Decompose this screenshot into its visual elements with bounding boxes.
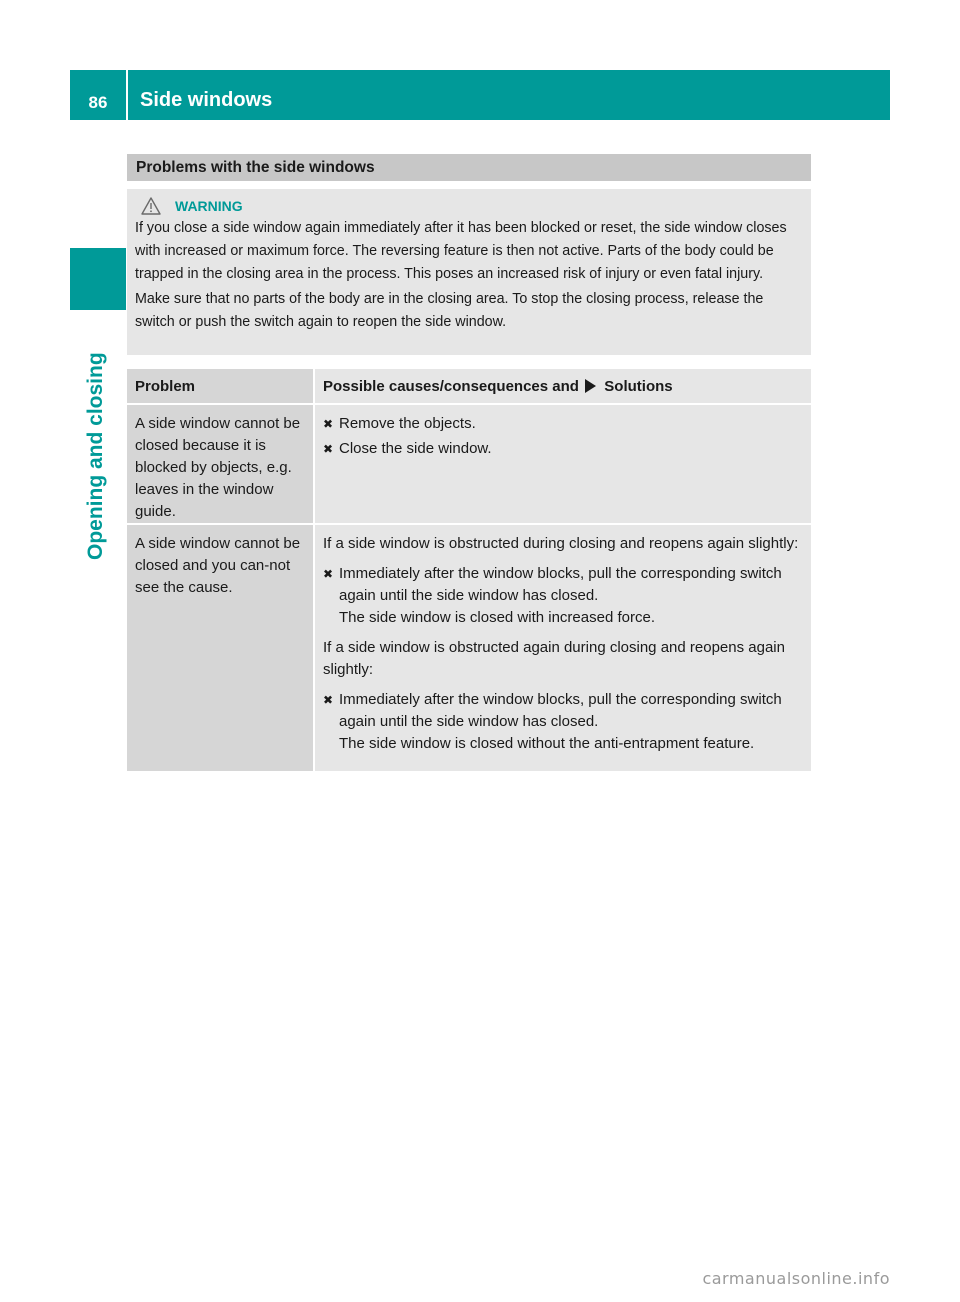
page-number [70,70,126,120]
play-arrow-icon [585,379,596,393]
step-result: The side window is closed with increased force. [339,609,655,626]
warning-header [135,195,803,217]
warning-title: WARNING [175,198,243,214]
table-row [127,524,811,772]
section-title-text: Side windows [140,89,273,111]
step-arrow-icon: ✖ [323,567,334,581]
warning-paragraph: Make sure that no parts of the body are in the closing area. To stop the closing process, release the switch or push the switch again to reopen the side window. [135,291,764,330]
step-arrow-icon: ✖ [323,442,334,456]
column-header-solutions [314,369,811,404]
step-instruction: Immediately after the window blocks, pull the corresponding switch again until the side window has closed. [339,565,782,604]
problems-heading: Problems with the side windows [127,154,811,181]
warning-triangle-icon [141,197,161,215]
solution-cell [314,404,811,524]
solution-paragraph: If a side window is obstructed during closing and reopens again slightly: [323,535,799,552]
table-row [127,404,811,524]
step-arrow-icon: ✖ [323,417,334,431]
solution-cell [314,524,811,772]
warning-box [127,189,811,355]
step-arrow-icon: ✖ [323,693,334,707]
step-text [339,689,803,755]
solution-step [323,413,803,435]
troubleshooting-table [127,369,811,773]
side-tab-marker [70,248,126,310]
column-header-problem: Problem [127,369,314,404]
table-header-row [127,369,811,404]
footer-watermark: carmanualsonline.info [702,1269,890,1288]
column-header-solutions-prefix: Possible causes/consequences and [323,377,579,395]
solution-step [323,438,803,460]
problem-cell: A side window cannot be closed because it is blocked by objects, e.g. leaves in the window guide. [127,404,314,524]
solution-step [323,563,803,629]
solution-step [323,689,803,755]
column-header-solutions-suffix: Solutions [604,377,673,395]
section-title [140,70,272,120]
warning-paragraph: If you close a side window again immediately after it has been blocked or reset, the side window closes with increased or maximum force. The reversing feature is then not active. Parts of the body could be trapped in the closing area in the process. This poses an increased risk of injury or even fatal injury. [135,220,787,282]
step-text [339,563,803,629]
step-result: The side window is closed without the anti-entrapment feature. [339,735,755,752]
chapter-side-label: Opening and closing [84,352,107,560]
step-text: Close the side window. [339,440,492,457]
problem-cell: A side window cannot be closed and you can-not see the cause. [127,524,314,772]
step-instruction: Immediately after the window blocks, pull the corresponding switch again until the side window has closed. [339,691,782,730]
header-divider [126,70,128,120]
solution-paragraph: If a side window is obstructed again during closing and reopens again slightly: [323,639,785,678]
page-number-text: 86 [88,93,108,112]
step-text: Remove the objects. [339,415,476,432]
